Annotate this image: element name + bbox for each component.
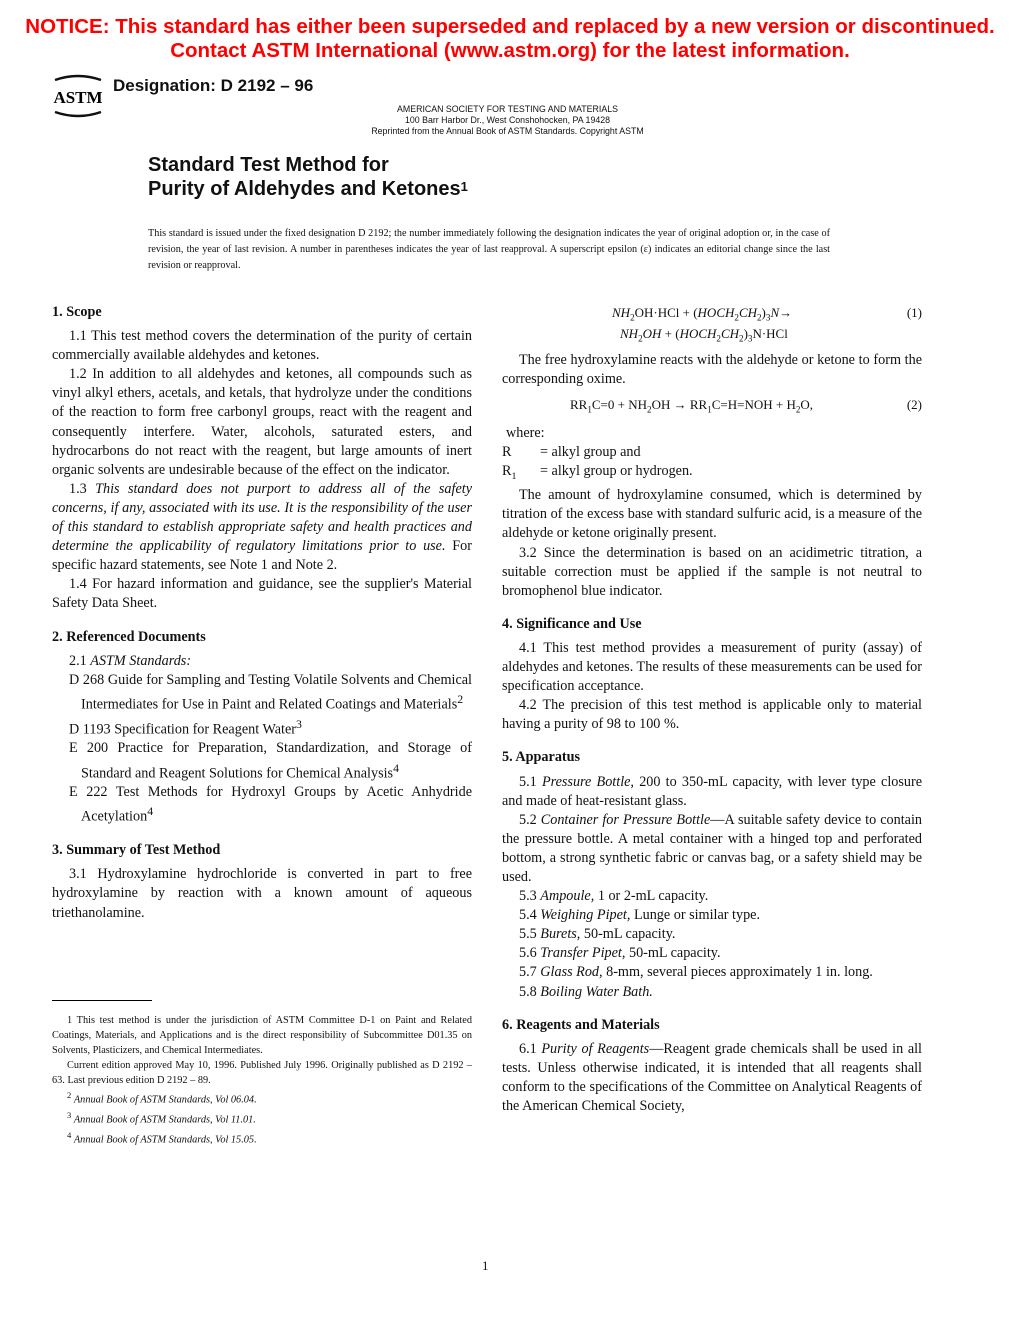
- astm-logo-text: ASTM: [53, 88, 103, 107]
- section-4-heading: 4. Significance and Use: [502, 615, 642, 632]
- para-6-1: 6.1 Purity of Reagents—Reagent grade chemicals shall be used in all tests. Unless otherwise indicated, it is intended that all reagents shall conform to the specifications of the Committee on Analytical Reagents of the American Chemical Society,: [502, 1040, 923, 1115]
- left-column: [52, 303, 472, 923]
- notice-line-2: Contact ASTM International (www.astm.org) for the latest information.: [170, 39, 850, 62]
- footnote-2: $^2$ Annual Book of ASTM Standards, Vol 06.04.: [67, 1090, 257, 1106]
- footnote-rule: [52, 1000, 152, 1001]
- publisher-line-3: Reprinted from the Annual Book of ASTM Standards. Copyright ASTM: [371, 126, 644, 136]
- footnote-4: $^4$ Annual Book of ASTM Standards, Vol 15.05.: [67, 1129, 257, 1145]
- title-line-1: Standard Test Method for: [148, 154, 389, 176]
- section-2-heading: 2. Referenced Documents: [52, 628, 206, 645]
- footnote-1b: Current edition approved May 10, 1996. Published July 1996. Originally published as D 2192 – 63. Last previous edition D 2192 – 89.: [52, 1060, 472, 1087]
- ref-d1193: D 1193 Specification for Reagent Water$^3$: [69, 716, 302, 738]
- page-number: 1: [482, 1258, 489, 1273]
- section-1-heading: 1. Scope: [52, 304, 102, 320]
- para-5-1: 5.1 Pressure Bottle, 200 to 350-mL capacity, with lever type closure and made of heat-resistant glass.: [502, 773, 923, 809]
- para-5-2: 5.2 Container for Pressure Bottle—A suitable safety device to contain the pressure bottle. A metal container with a hinged top and perforated bottom, a strong synthetic fabric or canvas bag, or a safety shield may be used.: [502, 811, 922, 885]
- para-3-1-cont: The free hydroxylamine reacts with the aldehyde or ketone to form the corresponding oxime.: [502, 352, 922, 388]
- designation: Designation: D 2192 – 96: [113, 76, 314, 95]
- footnote-1: 1 This test method is under the jurisdiction of ASTM Committee D-1 on Paint and Related Coatings, Materials, and Applications and is the direct responsibility of Subcommittee D01.35 on Solvents, Plasticizers, and Chemical Intermediates.: [52, 1015, 472, 1057]
- title-line-2: Purity of Aldehydes and Ketones$^1$: [148, 178, 468, 200]
- notice-line-1: NOTICE: This standard has either been superseded and replaced by a new version or discontinued.: [25, 15, 995, 38]
- def-r1: $R_1$ = alkyl group or hydrogen.: [502, 463, 693, 483]
- para-5-6: 5.6 Transfer Pipet, 50-mL capacity.: [519, 945, 721, 962]
- equation-1-number: (1): [906, 305, 922, 320]
- para-3-1: 3.1 Hydroxylamine hydrochloride is converted in part to free hydroxylamine by reaction with a known amount of aqueous triethanolamine.: [52, 866, 472, 921]
- publisher-line-1: AMERICAN SOCIETY FOR TESTING AND MATERIALS: [397, 104, 618, 114]
- para-4-1: 4.1 This test method provides a measurement of purity (assay) of aldehydes and ketones. The results of these measurements can be used for specification acceptance.: [502, 639, 922, 695]
- publisher-line-2: 100 Barr Harbor Dr., West Conshohocken, PA 19428: [404, 115, 611, 125]
- ref-e200: E 200 Practice for Preparation, Standardization, and Storage of Standard and Reagent Solutions for Chemical Analysis$^4$: [69, 740, 472, 782]
- right-column: [502, 303, 922, 1116]
- para-5-4: 5.4 Weighing Pipet, Lunge or similar type.: [519, 907, 761, 924]
- footnote-3: $^3$ Annual Book of ASTM Standards, Vol 11.01.: [67, 1109, 256, 1126]
- title-footnote-mark: 1: [460, 179, 468, 194]
- para-1-3: 1.3 This standard does not purport to address all of the safety concerns, if any, associated with its use. It is the responsibility of the user of this standard to establish appropriate safety and health practices and determine the applicability of regulatory limitations prior to use. For specific hazard statements, see Note 1 and Note 2.: [52, 480, 472, 574]
- section-5-heading: 5. Apparatus: [502, 749, 581, 766]
- equation-2-number: (2): [906, 397, 922, 413]
- preamble: This standard is issued under the fixed designation D 2192; the number immediately following the designation indicates the year of original adoption or, in the case of revision, the year of last revision. A number in parentheses indicates the year of last reapproval. A superscript epsilon (ε) indicates an editorial change since the last revision or reapproval.: [148, 228, 830, 271]
- equation-2: $RR_1C=0 + NH_2OH \to RR_1C=H=NOH + H_2O$, (2): [570, 397, 922, 415]
- para-5-8: 5.8 Boiling Water Bath.: [519, 983, 653, 1000]
- para-5-7: 5.7 Glass Rod, 8-mm, several pieces approximately 1 in. long.: [519, 964, 873, 981]
- para-1-1: 1.1 This test method covers the determination of the purity of certain commercially available aldehydes and ketones.: [52, 328, 472, 364]
- para-1-4: 1.4 For hazard information and guidance, see the supplier's Material Safety Data Sheet.: [52, 576, 472, 612]
- ref-e222: E 222 Test Methods for Hydroxyl Groups by Acetic Anhydride Acetylation$^4$: [69, 784, 472, 826]
- ref-d268: D 268 Guide for Sampling and Testing Volatile Solvents and Chemical Intermediates for Use in Paint and Related Coatings and Materials$^2$: [69, 671, 472, 713]
- section-3-heading: 3. Summary of Test Method: [52, 842, 221, 859]
- para-3-1-end: The amount of hydroxylamine consumed, which is determined by titration of the excess base with standard sulfuric acid, is a measure of the aldehyde or ketone originally present.: [502, 487, 922, 542]
- astm-logo: [52, 74, 104, 118]
- equation-1-line-2: $NH_2OH$ + $(HOCH_2CH_2)_3N\cdot HCl$: [620, 326, 788, 344]
- def-r: R = alkyl group and: [502, 444, 641, 461]
- para-5-3: 5.3 Ampoule, 1 or 2-mL capacity.: [519, 888, 709, 905]
- para-2-1: 2.1 ASTM Standards:: [69, 652, 192, 669]
- para-1-2: 1.2 In addition to all aldehydes and ketones, all compounds such as vinyl alkyl ethers, acetals, and ketals, that hydrolyze under the conditions of the reaction to form free carbonyl groups, react with the reagent and consequently interfere. Water, alcohols, saturated esters, and hydrocarbons do not react with the reagent, but large amounts of inert organic solvents are undesirable because of the effect on the indicator.: [52, 366, 472, 478]
- where-label: where:: [506, 425, 545, 442]
- section-6-heading: 6. Reagents and Materials: [502, 1016, 660, 1033]
- para-4-2: 4.2 The precision of this test method is applicable only to material having a purity of 98 to 100 %.: [502, 697, 922, 733]
- equation-1-line-1: $NH_2OH\cdot HCl$ + $(HOCH_2CH_2)_3N\to$ (1): [612, 305, 922, 323]
- para-3-2: 3.2 Since the determination is based on an acidimetric titration, a suitable correction must be applied if the sample is not neutral to bromophenol blue indicator.: [502, 544, 922, 599]
- para-5-5: 5.5 Burets, 50-mL capacity.: [519, 926, 676, 943]
- footnotes: [52, 1013, 472, 1147]
